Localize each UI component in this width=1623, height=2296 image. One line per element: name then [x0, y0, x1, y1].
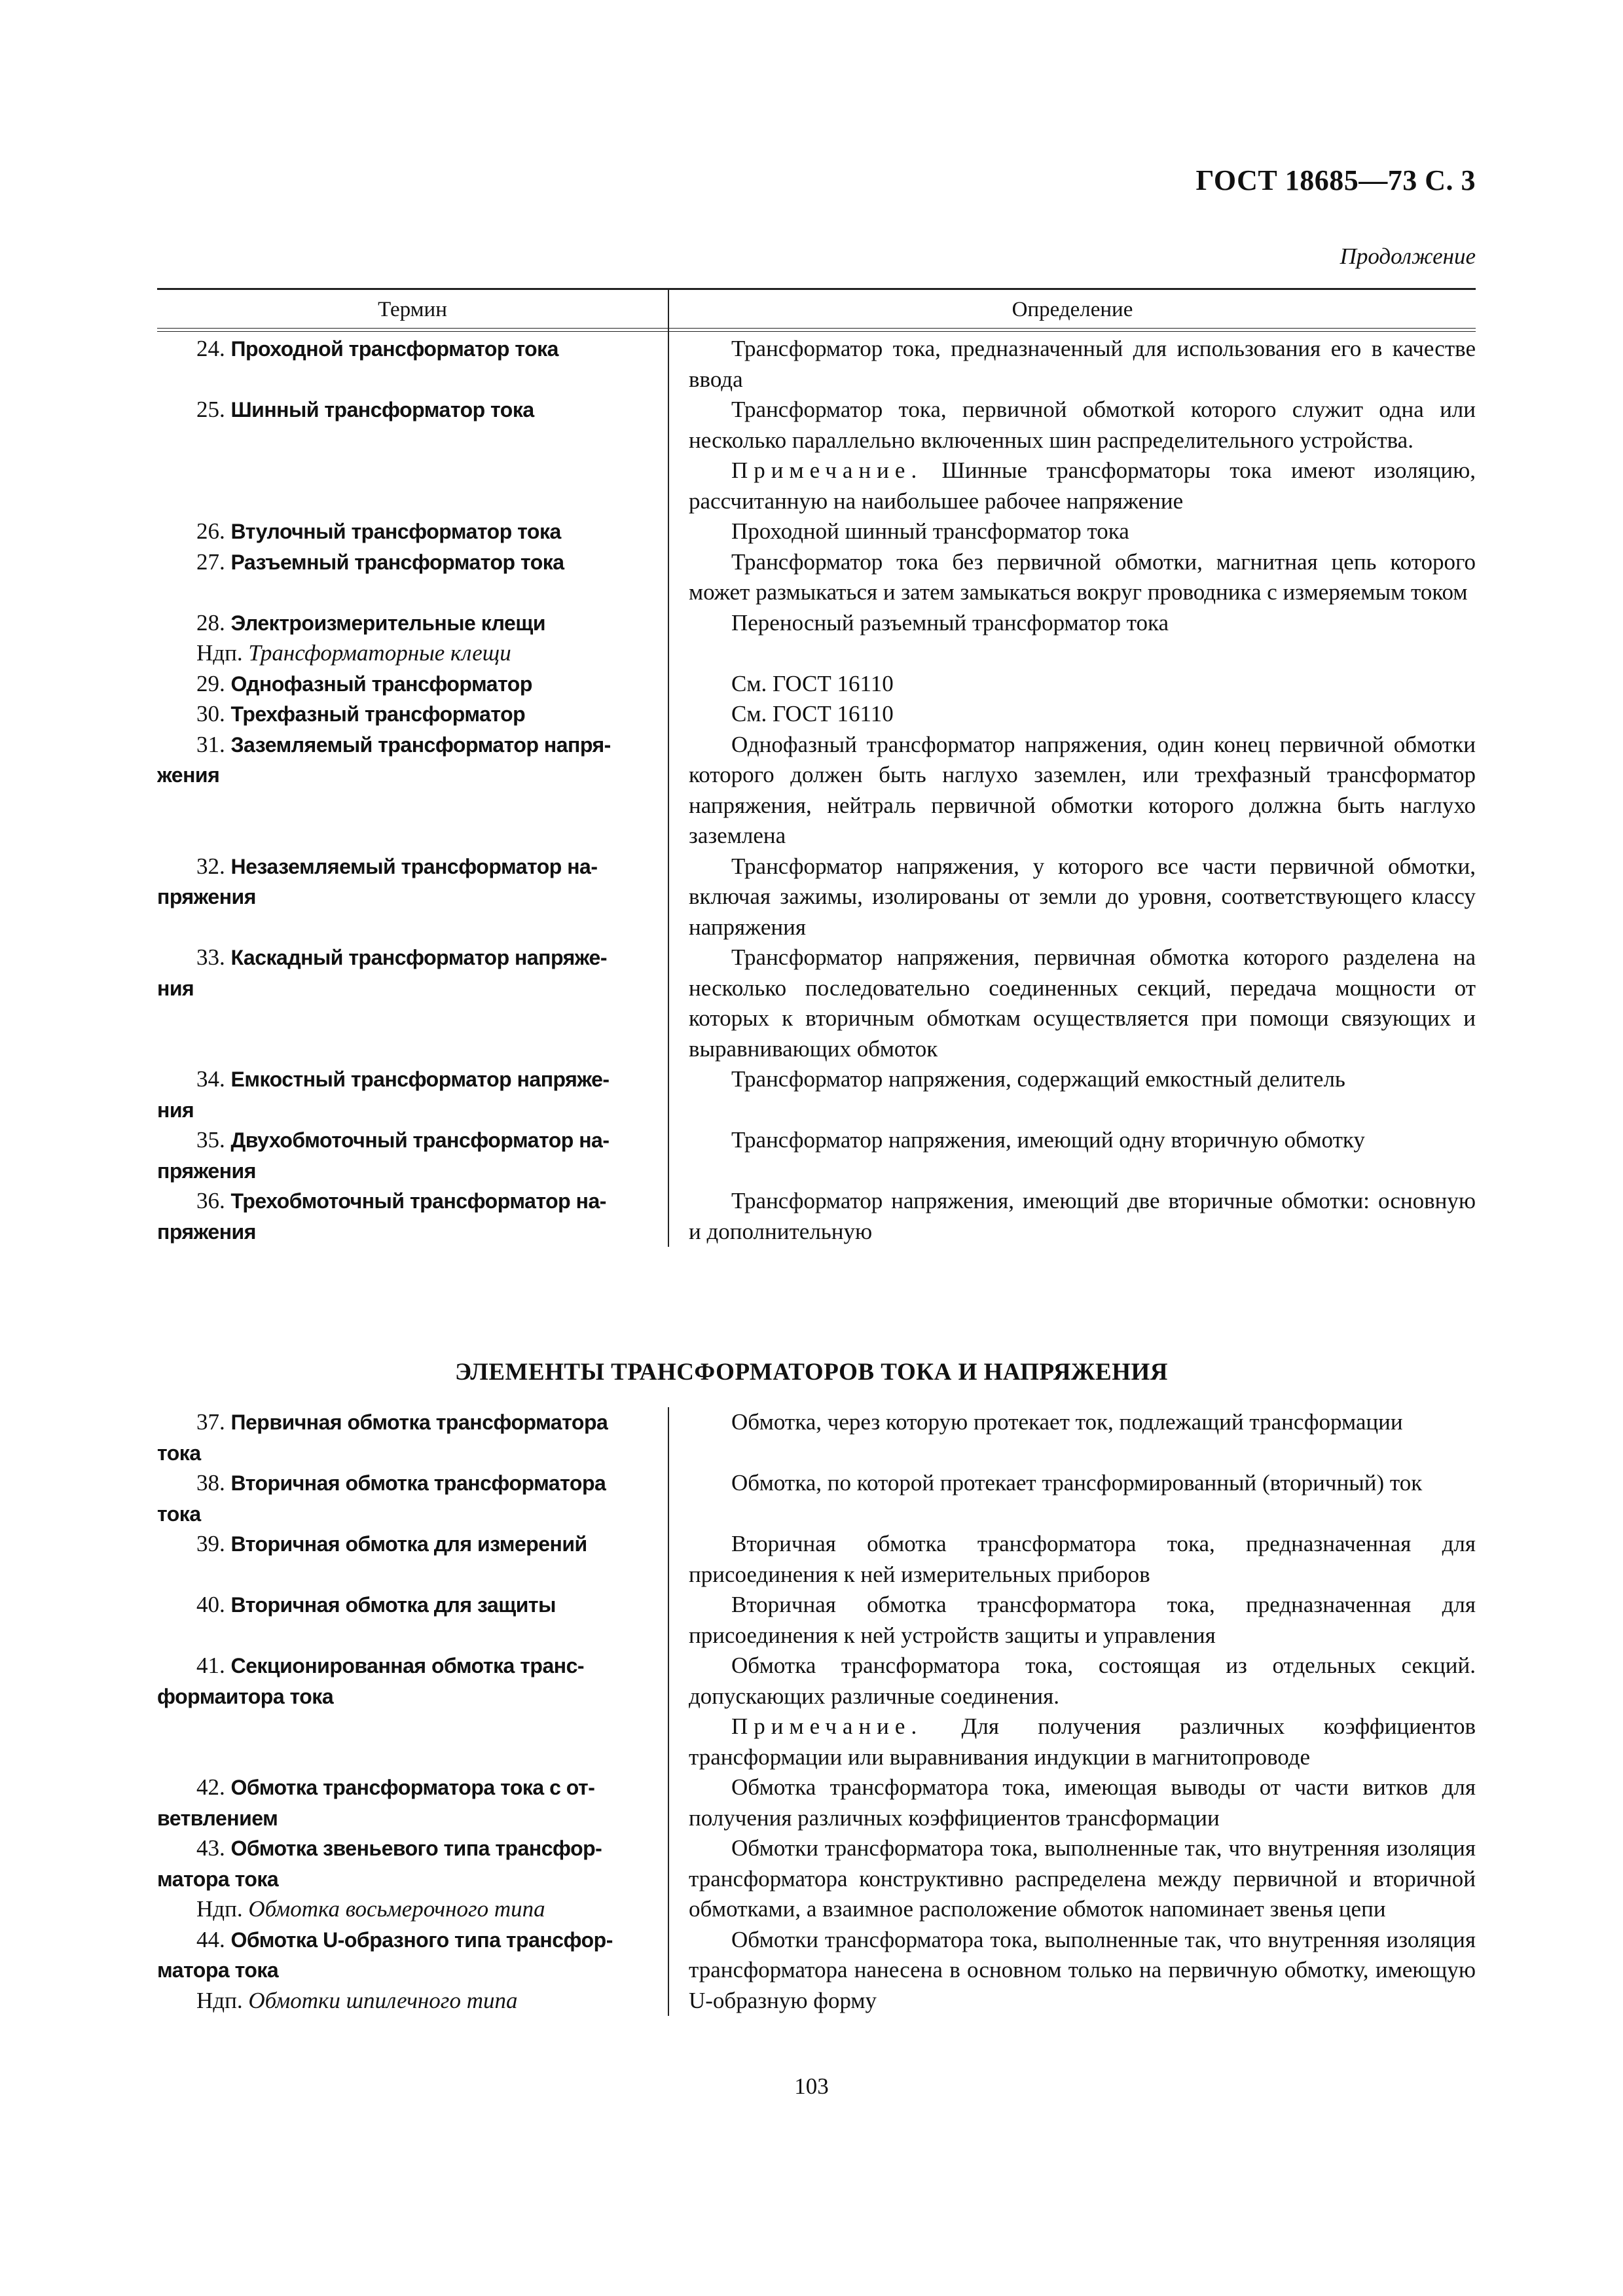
term-name-continuation: жения: [157, 763, 220, 787]
term-number: 43.: [196, 1835, 225, 1861]
term-name: Заземляемый трансформатор напря-: [230, 732, 611, 757]
definition-cell: [668, 1407, 1476, 1468]
definition-cell: [668, 547, 1476, 608]
table-row: [157, 1529, 1476, 1590]
terms-table-part1: [157, 288, 1476, 1247]
section-title: ЭЛЕМЕНТЫ ТРАНСФОРМАТОРОВ ТОКА И НАПРЯЖЕНИЯ: [455, 1359, 1168, 1386]
table-row: [157, 1833, 1476, 1925]
definition-cell: [668, 516, 1476, 547]
term-cell: [157, 516, 668, 547]
term-name: Обмотка U-образного типа трансфор-: [230, 1928, 613, 1952]
definition-text: Вторичная обмотка трансформатора тока, предназначенная для присоединения к ней устройств защиты и управления: [689, 1592, 1476, 1648]
definition-text: См. ГОСТ 16110: [731, 670, 894, 696]
definition-cell: [668, 1529, 1476, 1590]
term-name: Электроизмерительные клещи: [230, 611, 546, 635]
definition-cell: [668, 1125, 1476, 1186]
term-name-continuation: ния: [157, 976, 194, 1000]
definition-cell: [668, 699, 1476, 730]
definition-text: Трансформатор напряжения, у которого все части первичной обмотки, включая зажимы, изолированы от земли до уровня, соответствующего классу напряжения: [689, 853, 1476, 940]
definition-cell: [668, 669, 1476, 700]
term-number: 27.: [196, 548, 225, 575]
page-number: 103: [794, 2073, 829, 2099]
term-name-continuation: матора тока: [157, 1867, 279, 1891]
term-name-continuation: ния: [157, 1098, 194, 1122]
term-name: Вторичная обмотка для измерений: [230, 1532, 587, 1556]
term-name: Секционированная обмотка транс-: [230, 1654, 585, 1677]
table-row: [157, 608, 1476, 669]
table-row: [157, 730, 1476, 852]
definition-text: См. ГОСТ 16110: [731, 701, 894, 726]
term-number: 37.: [196, 1409, 225, 1435]
definition-text: Обмотки трансформатора тока, выполненные так, что внутренняя изоляция трансформатора конструктивно распределена между первичной и вторичной обмотками, а взаимное расположение обмоток напоминает звенья цепи: [689, 1835, 1476, 1922]
term-name: Незаземляемый трансформатор на-: [230, 854, 598, 878]
definition-text: Трансформатор напряжения, имеющий одну вторичную обмотку: [731, 1127, 1365, 1153]
definition-cell: [668, 1925, 1476, 2017]
term-cell: [157, 547, 668, 608]
table-row: [157, 1925, 1476, 2017]
definition-cell: [668, 1468, 1476, 1529]
definition-text: Однофазный трансформатор напряжения, один конец первичной обмотки которого должен быть наглухо заземлен, или трехфазный трансформатор напряжения, нейтраль первичной обмотки которого должна быть наглухо заземлена: [689, 731, 1476, 848]
term-number: 26.: [196, 518, 225, 544]
term-number: 28.: [196, 609, 225, 636]
term-number: 40.: [196, 1592, 225, 1617]
term-number: 38.: [196, 1470, 225, 1496]
term-name-continuation: тока: [157, 1501, 201, 1526]
definition-text: Обмотка, через которую протекает ток, подлежащий трансформации: [731, 1409, 1403, 1435]
table-rows-part2: [157, 1407, 1476, 2016]
term-name-continuation: пряжения: [157, 885, 256, 908]
table-row: [157, 547, 1476, 608]
definition-text: Трансформатор тока, предназначенный для использования его в качестве ввода: [689, 336, 1476, 392]
term-name-continuation: матора тока: [157, 1958, 279, 1982]
definition-text: Трансформатор тока без первичной обмотки, магнитная цепь которого может размыкаться и затем замыкаться вокруг проводника с измеряемым током: [689, 548, 1476, 605]
note-text: Для получения различных коэффициентов трансформации или выравнивания индукции в магнитопроводе: [689, 1713, 1476, 1770]
deprecated-term: [157, 1986, 652, 2017]
definition-text: Переносный разъемный трансформатор тока: [731, 609, 1169, 636]
deprecated-value: Обмотка восьмерочного типа: [248, 1896, 545, 1922]
term-cell: [157, 669, 668, 700]
definition-cell: [668, 852, 1476, 943]
definition-cell: [668, 1590, 1476, 1651]
term-number: 31.: [196, 731, 225, 757]
table-row: [157, 669, 1476, 700]
table-row: [157, 1407, 1476, 1468]
header-term: Термин: [157, 290, 669, 328]
term-cell: [157, 1925, 668, 2017]
term-name: Обмотка трансформатора тока с от-: [230, 1776, 595, 1799]
term-cell: [157, 1064, 668, 1125]
term-name-continuation: тока: [157, 1441, 201, 1465]
term-number: 35.: [196, 1127, 225, 1153]
table-row: [157, 1651, 1476, 1772]
term-cell: [157, 1186, 668, 1247]
definition-cell: [668, 395, 1476, 516]
term-number: 42.: [196, 1774, 225, 1800]
definition-text: Обмотки трансформатора тока, выполненные так, что внутренняя изоляция трансформатора нанесена в основном только на первичную обмотку, имеющую U-образную форму: [689, 1926, 1476, 2013]
term-name: Вторичная обмотка трансформатора: [230, 1471, 606, 1495]
definition-text: Обмотка трансформатора тока, имеющая выводы от части витков для получения различных коэффициентов трансформации: [689, 1774, 1476, 1831]
deprecated-label: Ндп.: [196, 1896, 243, 1922]
definition-cell: [668, 942, 1476, 1064]
table-row: [157, 1186, 1476, 1247]
definition-cell: [668, 1772, 1476, 1833]
term-name: Емкостный трансформатор напряже-: [230, 1067, 610, 1091]
table-row: [157, 699, 1476, 730]
document-code: ГОСТ 18685—73 С. 3: [1195, 164, 1476, 196]
table-row: [157, 516, 1476, 547]
table-row: [157, 1772, 1476, 1833]
term-cell: [157, 852, 668, 943]
table-row: [157, 852, 1476, 943]
definition-text: Вторичная обмотка трансформатора тока, предназначенная для присоединения к ней измерительных приборов: [689, 1531, 1476, 1587]
term-cell: [157, 1833, 668, 1925]
term-name: Первичная обмотка трансформатора: [230, 1410, 608, 1434]
term-number: 41.: [196, 1653, 225, 1678]
term-number: 39.: [196, 1531, 225, 1556]
deprecated-term: [157, 1894, 652, 1925]
term-name: Трехобмоточный трансформатор на-: [230, 1189, 606, 1213]
term-cell: [157, 334, 668, 395]
definition-cell: [668, 608, 1476, 669]
definition-text: Трансформатор напряжения, первичная обмотка которого разделена на несколько последовательно соединенных секций, передача мощности от которых к вторичным обмоткам осуществляется при помощи связующих и выравнивающих обмоток: [689, 944, 1476, 1062]
definition-cell: [668, 1833, 1476, 1925]
definition-text: Трансформатор тока, первичной обмоткой которого служит одна или несколько параллельно включенных шин распределительного устройства.: [689, 397, 1476, 453]
deprecated-value: Трансформаторные клещи: [248, 640, 511, 666]
term-cell: [157, 1651, 668, 1772]
term-number: 30.: [196, 701, 225, 726]
note-label: Примечание.: [731, 1713, 923, 1739]
term-name: Проходной трансформатор тока: [230, 337, 558, 361]
table-row: [157, 334, 1476, 395]
definition-text: Трансформатор напряжения, содержащий емкостный делитель: [731, 1066, 1345, 1092]
term-cell: [157, 395, 668, 516]
term-name: Втулочный трансформатор тока: [230, 520, 561, 543]
definition-cell: [668, 730, 1476, 852]
definition-text: Проходной шинный трансформатор тока: [731, 518, 1129, 544]
table-row: [157, 1064, 1476, 1125]
term-number: 29.: [196, 670, 225, 696]
table-rows-part1: [157, 334, 1476, 1247]
term-cell: [157, 1125, 668, 1186]
table-header: [157, 288, 1476, 329]
table-row: [157, 1590, 1476, 1651]
term-number: 25.: [196, 397, 225, 422]
note: [689, 456, 1476, 516]
term-number: 33.: [196, 944, 225, 970]
term-name-continuation: пряжения: [157, 1219, 256, 1244]
deprecated-label: Ндп.: [196, 640, 243, 666]
definition-text: Обмотка трансформатора тока, состоящая из отдельных секций. допускающих различные соединения.: [689, 1653, 1476, 1709]
term-number: 24.: [196, 336, 225, 361]
term-name-continuation: пряжения: [157, 1158, 256, 1183]
deprecated-label: Ндп.: [196, 1987, 243, 2013]
term-name: Обмотка звеньевого типа трансфор-: [230, 1837, 602, 1860]
term-cell: [157, 699, 668, 730]
term-cell: [157, 1590, 668, 1651]
term-name: Двухобмоточный трансформатор на-: [230, 1128, 610, 1152]
term-name: Однофазный трансформатор: [230, 672, 532, 696]
table-row: [157, 1468, 1476, 1529]
note-text: Шинные трансформаторы тока имеют изоляцию, рассчитанную на наибольшее рабочее напряжение: [689, 457, 1476, 514]
term-cell: [157, 730, 668, 852]
term-name: Каскадный трансформатор напряже-: [230, 946, 607, 969]
continued-label: Продолжение: [1340, 243, 1476, 269]
definition-cell: [668, 1186, 1476, 1247]
term-name: Вторичная обмотка для защиты: [230, 1593, 556, 1617]
term-name-continuation: ветвлением: [157, 1806, 278, 1830]
term-name: Трехфазный трансформатор: [230, 702, 526, 726]
term-cell: [157, 608, 668, 669]
deprecated-term: [157, 638, 652, 669]
definition-cell: [668, 1651, 1476, 1772]
definition-cell: [668, 334, 1476, 395]
definition-text: Трансформатор напряжения, имеющий две вторичные обмотки: основную и дополнительную: [689, 1188, 1476, 1244]
term-name: Шинный трансформатор тока: [230, 398, 534, 422]
term-number: 44.: [196, 1926, 225, 1952]
note: [689, 1712, 1476, 1772]
definition-cell: [668, 1064, 1476, 1125]
definition-text: Обмотка, по которой протекает трансформированный (вторичный) ток: [731, 1470, 1423, 1496]
term-name: Разъемный трансформатор тока: [230, 550, 564, 574]
deprecated-value: Обмотки шпилечного типа: [248, 1987, 518, 2013]
table-row: [157, 1125, 1476, 1186]
header-definition: Определение: [1012, 298, 1133, 321]
table-row: [157, 395, 1476, 516]
terms-table-part2: [157, 1407, 1476, 2016]
term-cell: [157, 1529, 668, 1590]
term-number: 34.: [196, 1066, 225, 1092]
term-cell: [157, 1407, 668, 1468]
term-cell: [157, 942, 668, 1064]
note-label: Примечание.: [731, 457, 923, 483]
term-name-continuation: формаитора тока: [157, 1684, 334, 1708]
term-number: 32.: [196, 853, 225, 879]
table-row: [157, 942, 1476, 1064]
term-number: 36.: [196, 1188, 225, 1213]
term-cell: [157, 1772, 668, 1833]
term-cell: [157, 1468, 668, 1529]
